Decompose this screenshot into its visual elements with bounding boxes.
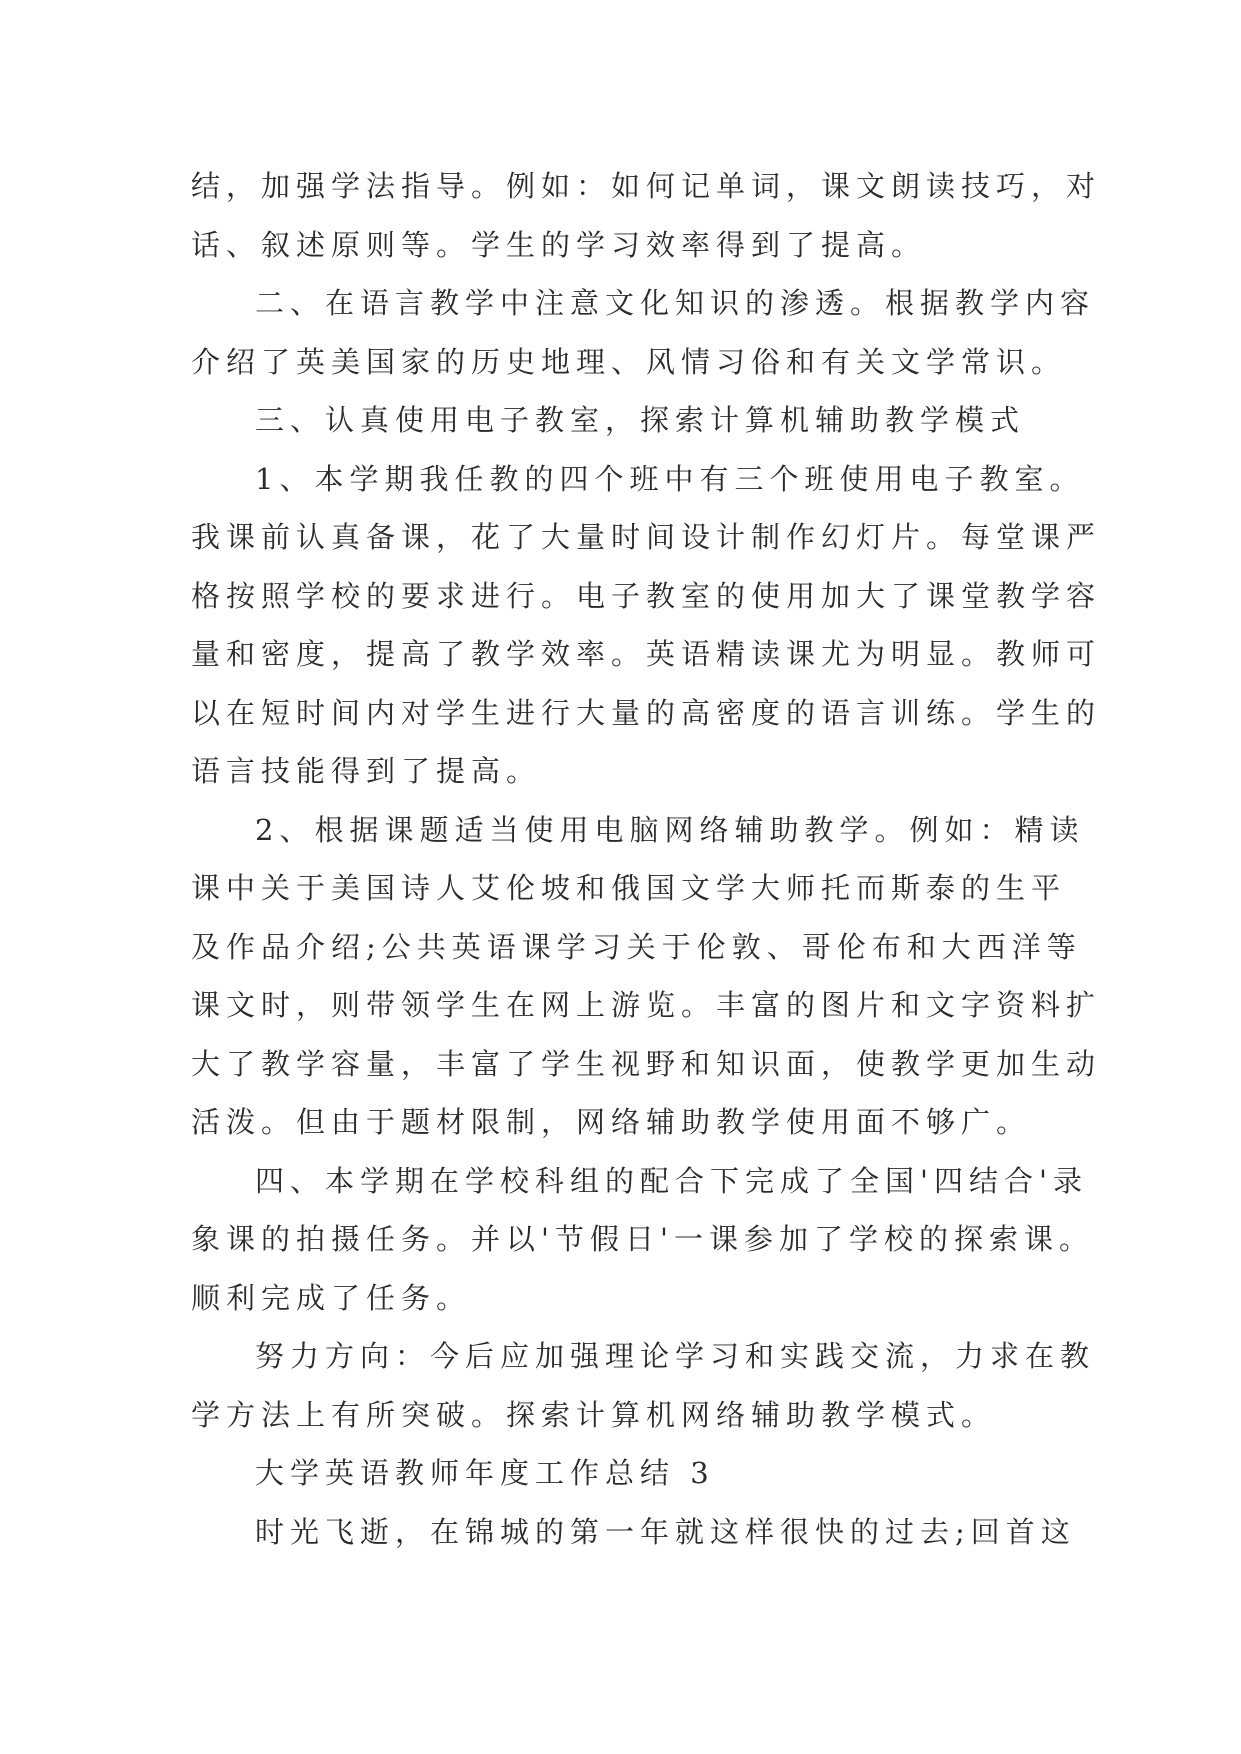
text-line: 课文时，则带领学生在网上游览。丰富的图片和文字资料扩 bbox=[191, 988, 1102, 1022]
paragraph-line: 努力方向：今后应加强理论学习和实践交流，力求在教 bbox=[255, 1339, 1096, 1373]
text-line: 结，加强学法指导。例如：如何记单词，课文朗读技巧，对 bbox=[191, 169, 1102, 203]
text-line: 大了教学容量，丰富了学生视野和知识面，使教学更加生动 bbox=[191, 1046, 1102, 1081]
paragraph-line: 时光飞逝，在锦城的第一年就这样很快的过去;回首这 bbox=[255, 1514, 1076, 1549]
text-line: 以在短时间内对学生进行大量的高密度的语言训练。学生的 bbox=[191, 695, 1102, 730]
text-line: 语言技能得到了提高。 bbox=[191, 754, 542, 788]
text-line: 及作品介绍;公共英语课学习关于伦敦、哥伦布和大西洋等 bbox=[191, 929, 1082, 964]
text-line: 我课前认真备课，花了大量时间设计制作幻灯片。每堂课严 bbox=[191, 520, 1102, 554]
text-line: 顺利完成了任务。 bbox=[191, 1280, 472, 1315]
text-line: 量和密度，提高了教学效率。英语精读课尤为明显。教师可 bbox=[191, 637, 1102, 671]
text-line: 象课的拍摄任务。并以'节假日'一课参加了学校的探索课。 bbox=[191, 1222, 1094, 1256]
text-line: 学方法上有所突破。探索计算机网络辅助教学模式。 bbox=[191, 1397, 997, 1432]
paragraph-line: 四、本学期在学校科组的配合下完成了全国'四结合'录 bbox=[255, 1163, 1088, 1198]
section-title: 大学英语教师年度工作总结 3 bbox=[255, 1456, 715, 1490]
text-line: 介绍了英美国家的历史地理、风情习俗和有关文学常识。 bbox=[191, 344, 1067, 379]
text-line: 活泼。但由于题材限制，网络辅助教学使用面不够广。 bbox=[191, 1105, 1032, 1139]
paragraph-line: 1、本学期我任教的四个班中有三个班使用电子教室。 bbox=[255, 461, 1085, 496]
paragraph-line: 2、根据课题适当使用电脑网络辅助教学。例如：精读 bbox=[255, 812, 1085, 847]
document-body bbox=[191, 157, 1102, 1561]
paragraph-line: 二、在语言教学中注意文化知识的渗透。根据教学内容 bbox=[255, 286, 1096, 320]
text-line: 课中关于美国诗人艾伦坡和俄国文学大师托而斯泰的生平 bbox=[191, 871, 1067, 905]
text-line: 话、叙述原则等。学生的学习效率得到了提高。 bbox=[191, 227, 927, 262]
section-heading: 三、认真使用电子教室，探索计算机辅助教学模式 bbox=[255, 403, 1026, 437]
text-line: 格按照学校的要求进行。电子教室的使用加大了课堂教学容 bbox=[191, 578, 1102, 613]
